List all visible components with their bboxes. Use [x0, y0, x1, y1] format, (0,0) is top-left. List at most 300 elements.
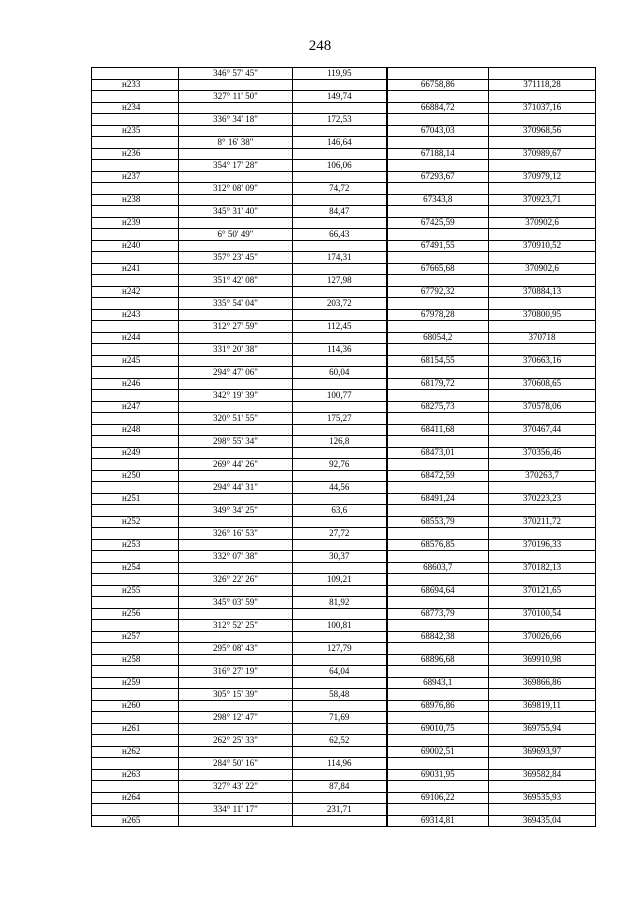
point-name-cell: н243	[92, 309, 179, 321]
y-coordinate-cell: 370211,72	[489, 516, 596, 528]
table-row-point	[92, 171, 596, 183]
angle-cell	[179, 240, 293, 252]
distance-cell: 30,37	[293, 551, 387, 563]
table-row-segment	[92, 735, 596, 747]
y-coordinate-cell: 369693,97	[489, 746, 596, 758]
angle-cell	[179, 539, 293, 551]
point-name-cell: н233	[92, 79, 179, 91]
point-name-cell: н237	[92, 171, 179, 183]
distance-cell	[293, 217, 387, 229]
distance-cell: 100,81	[293, 620, 387, 632]
table-row-segment	[92, 436, 596, 448]
angle-cell: 354° 17' 28"	[179, 160, 293, 172]
x-coordinate-cell: 68054,2	[387, 332, 489, 344]
x-coordinate-cell: 68842,38	[387, 631, 489, 643]
point-cell	[92, 321, 179, 333]
table-row-segment	[92, 781, 596, 793]
angle-cell: 305° 15' 39"	[179, 689, 293, 701]
point-cell	[92, 68, 179, 80]
distance-cell: 203,72	[293, 298, 387, 310]
y-cell	[489, 551, 596, 563]
x-coordinate-cell: 67425,59	[387, 217, 489, 229]
x-coordinate-cell: 69010,75	[387, 723, 489, 735]
y-cell	[489, 689, 596, 701]
y-cell	[489, 666, 596, 678]
table-row-segment	[92, 206, 596, 218]
angle-cell: 327° 11' 50"	[179, 91, 293, 103]
distance-cell	[293, 585, 387, 597]
table-row-segment	[92, 528, 596, 540]
angle-cell	[179, 401, 293, 413]
x-cell	[387, 183, 489, 195]
distance-cell	[293, 332, 387, 344]
y-coordinate-cell: 370979,12	[489, 171, 596, 183]
x-cell	[387, 459, 489, 471]
distance-cell: 231,71	[293, 804, 387, 816]
distance-cell: 114,36	[293, 344, 387, 356]
table-row-point	[92, 608, 596, 620]
table-row-segment	[92, 114, 596, 126]
distance-cell	[293, 654, 387, 666]
angle-cell	[179, 585, 293, 597]
angle-cell	[179, 194, 293, 206]
distance-cell	[293, 79, 387, 91]
point-cell	[92, 183, 179, 195]
table-row-segment	[92, 804, 596, 816]
distance-cell: 126,8	[293, 436, 387, 448]
y-coordinate-cell: 369435,04	[489, 815, 596, 827]
distance-cell: 119,95	[293, 68, 387, 80]
x-coordinate-cell: 68179,72	[387, 378, 489, 390]
y-coordinate-cell: 370718	[489, 332, 596, 344]
x-coordinate-cell: 67188,14	[387, 148, 489, 160]
angle-cell	[179, 424, 293, 436]
x-cell	[387, 137, 489, 149]
x-coordinate-cell: 68896,68	[387, 654, 489, 666]
angle-cell	[179, 700, 293, 712]
x-cell	[387, 91, 489, 103]
angle-cell: 336° 34' 18"	[179, 114, 293, 126]
point-cell	[92, 528, 179, 540]
x-cell	[387, 620, 489, 632]
angle-cell: 345° 03' 59"	[179, 597, 293, 609]
distance-cell: 81,92	[293, 597, 387, 609]
table-row-point	[92, 194, 596, 206]
table-row-point	[92, 217, 596, 229]
point-cell	[92, 666, 179, 678]
point-name-cell: н262	[92, 746, 179, 758]
y-coordinate-cell: 370608,65	[489, 378, 596, 390]
point-cell	[92, 712, 179, 724]
y-coordinate-cell: 370121,65	[489, 585, 596, 597]
x-coordinate-cell: 68275,73	[387, 401, 489, 413]
x-cell	[387, 643, 489, 655]
y-cell	[489, 183, 596, 195]
point-cell	[92, 206, 179, 218]
distance-cell: 146,64	[293, 137, 387, 149]
distance-cell: 127,79	[293, 643, 387, 655]
y-coordinate-cell: 370467,44	[489, 424, 596, 436]
point-name-cell: н250	[92, 470, 179, 482]
table-row-segment	[92, 252, 596, 264]
point-cell	[92, 505, 179, 517]
point-cell	[92, 137, 179, 149]
x-coordinate-cell: 67343,8	[387, 194, 489, 206]
distance-cell	[293, 102, 387, 114]
point-name-cell: н264	[92, 792, 179, 804]
table-row-point	[92, 102, 596, 114]
angle-cell	[179, 769, 293, 781]
x-cell	[387, 735, 489, 747]
table-row-segment	[92, 229, 596, 241]
distance-cell	[293, 148, 387, 160]
table-row-point	[92, 493, 596, 505]
point-cell	[92, 620, 179, 632]
point-cell	[92, 160, 179, 172]
point-cell	[92, 735, 179, 747]
point-name-cell: н261	[92, 723, 179, 735]
distance-cell: 27,72	[293, 528, 387, 540]
angle-cell	[179, 171, 293, 183]
angle-cell: 6° 50' 49"	[179, 229, 293, 241]
x-cell	[387, 321, 489, 333]
distance-cell	[293, 700, 387, 712]
angle-cell	[179, 608, 293, 620]
angle-cell	[179, 654, 293, 666]
y-cell	[489, 413, 596, 425]
y-coordinate-cell: 370968,56	[489, 125, 596, 137]
distance-cell: 109,21	[293, 574, 387, 586]
y-cell	[489, 298, 596, 310]
point-name-cell: н256	[92, 608, 179, 620]
point-cell	[92, 252, 179, 264]
angle-cell	[179, 332, 293, 344]
x-cell	[387, 436, 489, 448]
point-cell	[92, 91, 179, 103]
distance-cell: 87,84	[293, 781, 387, 793]
distance-cell: 64,04	[293, 666, 387, 678]
x-cell	[387, 206, 489, 218]
distance-cell	[293, 769, 387, 781]
point-name-cell: н234	[92, 102, 179, 114]
table-row-segment	[92, 666, 596, 678]
y-coordinate-cell: 370884,13	[489, 286, 596, 298]
x-coordinate-cell: 69031,95	[387, 769, 489, 781]
x-coordinate-cell: 66884,72	[387, 102, 489, 114]
distance-cell	[293, 171, 387, 183]
angle-cell: 298° 12' 47"	[179, 712, 293, 724]
angle-cell	[179, 286, 293, 298]
distance-cell	[293, 401, 387, 413]
distance-cell	[293, 424, 387, 436]
angle-cell	[179, 677, 293, 689]
y-coordinate-cell: 369866,86	[489, 677, 596, 689]
point-cell	[92, 390, 179, 402]
table-row-point	[92, 516, 596, 528]
table-row-point	[92, 585, 596, 597]
distance-cell	[293, 194, 387, 206]
point-name-cell: н244	[92, 332, 179, 344]
y-cell	[489, 459, 596, 471]
table-row-point	[92, 815, 596, 827]
y-coordinate-cell: 370026,66	[489, 631, 596, 643]
x-cell	[387, 597, 489, 609]
x-coordinate-cell: 68603,7	[387, 562, 489, 574]
y-cell	[489, 436, 596, 448]
angle-cell: 335° 54' 04"	[179, 298, 293, 310]
x-cell	[387, 367, 489, 379]
distance-cell: 44,56	[293, 482, 387, 494]
table-row-point	[92, 723, 596, 735]
y-coordinate-cell: 370356,46	[489, 447, 596, 459]
table-row-point	[92, 125, 596, 137]
angle-cell	[179, 355, 293, 367]
point-cell	[92, 804, 179, 816]
x-cell	[387, 413, 489, 425]
table-row-segment	[92, 275, 596, 287]
distance-cell	[293, 309, 387, 321]
point-cell	[92, 413, 179, 425]
y-cell	[489, 712, 596, 724]
angle-cell	[179, 148, 293, 160]
angle-cell: 342° 19' 39"	[179, 390, 293, 402]
point-name-cell: н241	[92, 263, 179, 275]
angle-cell	[179, 378, 293, 390]
angle-cell: 294° 47' 06"	[179, 367, 293, 379]
x-coordinate-cell: 68472,59	[387, 470, 489, 482]
x-cell	[387, 252, 489, 264]
angle-cell	[179, 102, 293, 114]
x-coordinate-cell: 68576,85	[387, 539, 489, 551]
point-name-cell: н248	[92, 424, 179, 436]
table-row-segment	[92, 505, 596, 517]
table-row-point	[92, 240, 596, 252]
y-cell	[489, 781, 596, 793]
x-cell	[387, 551, 489, 563]
point-cell	[92, 551, 179, 563]
x-coordinate-cell: 68976,86	[387, 700, 489, 712]
distance-cell	[293, 723, 387, 735]
angle-cell: 351° 42' 08"	[179, 275, 293, 287]
y-cell	[489, 206, 596, 218]
y-coordinate-cell: 370800,95	[489, 309, 596, 321]
y-coordinate-cell: 371037,16	[489, 102, 596, 114]
point-name-cell: н265	[92, 815, 179, 827]
distance-cell	[293, 263, 387, 275]
point-cell	[92, 597, 179, 609]
x-coordinate-cell: 68411,68	[387, 424, 489, 436]
x-coordinate-cell: 68773,79	[387, 608, 489, 620]
x-coordinate-cell: 69106,22	[387, 792, 489, 804]
x-coordinate-cell: 67293,67	[387, 171, 489, 183]
table-row-segment	[92, 367, 596, 379]
y-coordinate-cell: 370923,71	[489, 194, 596, 206]
y-coordinate-cell: 370196,33	[489, 539, 596, 551]
distance-cell	[293, 539, 387, 551]
point-cell	[92, 459, 179, 471]
y-cell	[489, 321, 596, 333]
table-row-point	[92, 746, 596, 758]
angle-cell: 326° 16' 53"	[179, 528, 293, 540]
point-cell	[92, 229, 179, 241]
x-cell	[387, 229, 489, 241]
y-coordinate-cell: 369535,93	[489, 792, 596, 804]
y-cell	[489, 804, 596, 816]
table-row-segment	[92, 643, 596, 655]
distance-cell: 92,76	[293, 459, 387, 471]
table-row-point	[92, 148, 596, 160]
y-coordinate-cell: 370989,67	[489, 148, 596, 160]
point-name-cell: н245	[92, 355, 179, 367]
table-row-segment	[92, 551, 596, 563]
angle-cell	[179, 815, 293, 827]
x-coordinate-cell: 67491,55	[387, 240, 489, 252]
y-coordinate-cell: 369819,11	[489, 700, 596, 712]
x-cell	[387, 505, 489, 517]
y-cell	[489, 68, 596, 80]
x-coordinate-cell: 68154,55	[387, 355, 489, 367]
point-cell	[92, 114, 179, 126]
point-cell	[92, 436, 179, 448]
x-coordinate-cell: 67043,03	[387, 125, 489, 137]
table-row-point	[92, 539, 596, 551]
table-row-point	[92, 769, 596, 781]
distance-cell: 66,43	[293, 229, 387, 241]
y-cell	[489, 275, 596, 287]
point-name-cell: н257	[92, 631, 179, 643]
x-coordinate-cell: 68943,1	[387, 677, 489, 689]
angle-cell: 295° 08' 43"	[179, 643, 293, 655]
point-cell	[92, 574, 179, 586]
table-row-point	[92, 792, 596, 804]
x-cell	[387, 344, 489, 356]
y-cell	[489, 528, 596, 540]
x-coordinate-cell: 68491,24	[387, 493, 489, 505]
coordinates-table	[91, 67, 596, 827]
x-cell	[387, 298, 489, 310]
angle-cell	[179, 447, 293, 459]
x-cell	[387, 758, 489, 770]
table-row-segment	[92, 712, 596, 724]
table-row-segment	[92, 321, 596, 333]
distance-cell: 106,06	[293, 160, 387, 172]
point-name-cell: н235	[92, 125, 179, 137]
y-cell	[489, 229, 596, 241]
x-coordinate-cell: 68694,64	[387, 585, 489, 597]
table-row-segment	[92, 689, 596, 701]
point-name-cell: н246	[92, 378, 179, 390]
table-row-segment	[92, 91, 596, 103]
distance-cell: 84,47	[293, 206, 387, 218]
x-coordinate-cell: 69002,51	[387, 746, 489, 758]
point-name-cell: н254	[92, 562, 179, 574]
angle-cell: 345° 31' 40"	[179, 206, 293, 218]
table-row-segment	[92, 137, 596, 149]
table-row-segment	[92, 459, 596, 471]
table-body	[92, 68, 596, 827]
y-cell	[489, 344, 596, 356]
point-name-cell: н251	[92, 493, 179, 505]
angle-cell: 8° 16' 38"	[179, 137, 293, 149]
angle-cell: 298° 55' 34"	[179, 436, 293, 448]
point-cell	[92, 275, 179, 287]
distance-cell: 62,52	[293, 735, 387, 747]
distance-cell: 74,72	[293, 183, 387, 195]
table-row-point	[92, 309, 596, 321]
distance-cell: 175,27	[293, 413, 387, 425]
distance-cell: 60,04	[293, 367, 387, 379]
x-cell	[387, 160, 489, 172]
y-coordinate-cell: 370263,7	[489, 470, 596, 482]
distance-cell	[293, 125, 387, 137]
y-cell	[489, 574, 596, 586]
point-name-cell: н258	[92, 654, 179, 666]
distance-cell	[293, 792, 387, 804]
angle-cell: 349° 34' 25"	[179, 505, 293, 517]
point-name-cell: н247	[92, 401, 179, 413]
point-name-cell: н239	[92, 217, 179, 229]
table-row-segment	[92, 758, 596, 770]
distance-cell	[293, 447, 387, 459]
distance-cell: 71,69	[293, 712, 387, 724]
point-cell	[92, 781, 179, 793]
table-row-segment	[92, 183, 596, 195]
table-row-segment	[92, 68, 596, 80]
angle-cell	[179, 125, 293, 137]
table-row-segment	[92, 390, 596, 402]
x-coordinate-cell: 67792,32	[387, 286, 489, 298]
angle-cell: 262° 25' 33"	[179, 735, 293, 747]
table-row-point	[92, 332, 596, 344]
x-cell	[387, 68, 489, 80]
x-coordinate-cell: 68553,79	[387, 516, 489, 528]
table-row-point	[92, 378, 596, 390]
table-row-point	[92, 355, 596, 367]
distance-cell: 112,45	[293, 321, 387, 333]
x-coordinate-cell: 66758,86	[387, 79, 489, 91]
distance-cell	[293, 562, 387, 574]
angle-cell	[179, 723, 293, 735]
point-name-cell: н259	[92, 677, 179, 689]
point-name-cell: н263	[92, 769, 179, 781]
distance-cell	[293, 493, 387, 505]
y-coordinate-cell: 369910,98	[489, 654, 596, 666]
y-coordinate-cell: 370910,52	[489, 240, 596, 252]
y-cell	[489, 643, 596, 655]
angle-cell: 346° 57' 45"	[179, 68, 293, 80]
point-name-cell: н253	[92, 539, 179, 551]
distance-cell: 127,98	[293, 275, 387, 287]
point-name-cell: н255	[92, 585, 179, 597]
x-coordinate-cell: 67978,28	[387, 309, 489, 321]
y-coordinate-cell: 370578,06	[489, 401, 596, 413]
angle-cell: 312° 27' 59"	[179, 321, 293, 333]
distance-cell	[293, 608, 387, 620]
angle-cell	[179, 309, 293, 321]
distance-cell: 149,74	[293, 91, 387, 103]
table-row-segment	[92, 344, 596, 356]
distance-cell	[293, 677, 387, 689]
table-row-segment	[92, 482, 596, 494]
angle-cell	[179, 516, 293, 528]
y-coordinate-cell: 370902,6	[489, 263, 596, 275]
y-cell	[489, 758, 596, 770]
x-cell	[387, 689, 489, 701]
angle-cell: 269° 44' 26"	[179, 459, 293, 471]
point-name-cell: н238	[92, 194, 179, 206]
point-cell	[92, 367, 179, 379]
angle-cell: 332° 07' 38"	[179, 551, 293, 563]
